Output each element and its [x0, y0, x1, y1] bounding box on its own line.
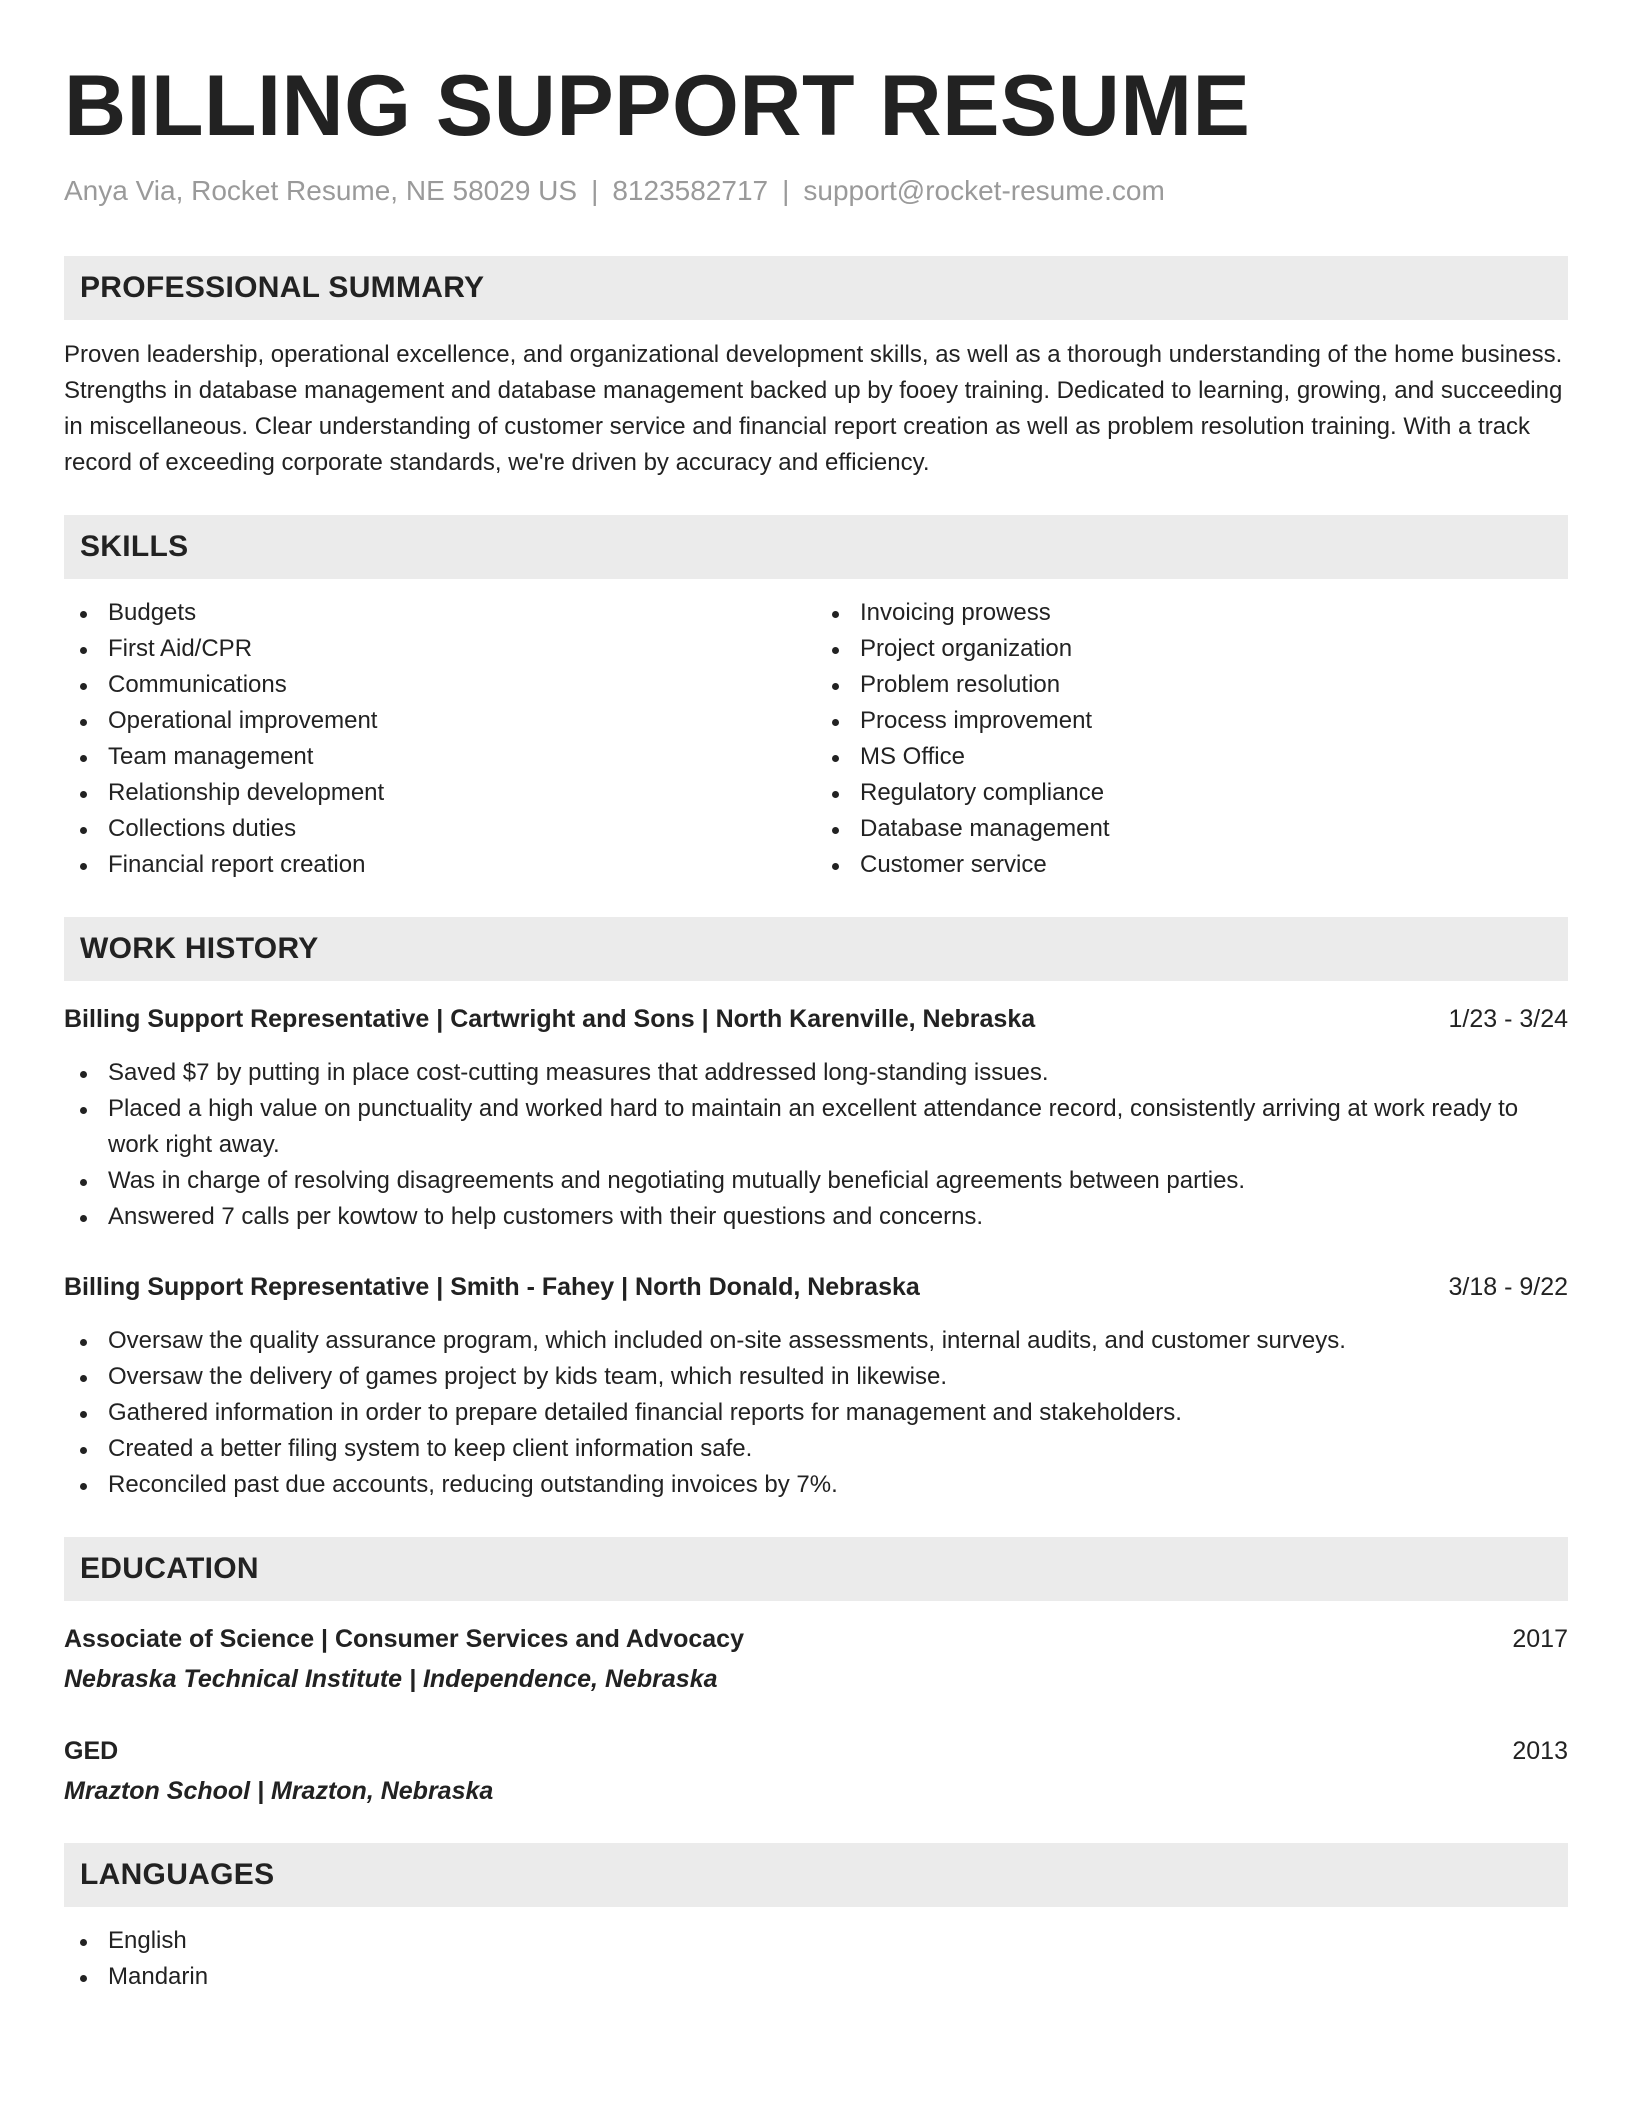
education-degree: Associate of Science | Consumer Services and Advocacy [64, 1625, 744, 1653]
job-bullets [64, 1055, 1568, 1235]
skill-item: Financial report creation [64, 847, 816, 883]
contact-phone: 8123582717 [612, 175, 769, 206]
job-bullet: Was in charge of resolving disagreements and negotiating mutually beneficial agreements between parties. [64, 1163, 1568, 1199]
education-year: 2017 [1512, 1625, 1568, 1653]
skill-item: Relationship development [64, 775, 816, 811]
language-item: Mandarin [64, 1959, 1568, 1995]
job-bullet: Oversaw the delivery of games project by kids team, which resulted in likewise. [64, 1359, 1568, 1395]
job-dates: 1/23 - 3/24 [1448, 1005, 1568, 1033]
education-school: Mrazton School | Mrazton, Nebraska [64, 1777, 494, 1805]
skill-item: Process improvement [816, 703, 1568, 739]
section-header-languages: LANGUAGES [64, 1843, 1568, 1907]
skill-item: Team management [64, 739, 816, 775]
job-bullet: Oversaw the quality assurance program, which included on-site assessments, internal audits, and customer surveys. [64, 1323, 1568, 1359]
job-header [64, 1269, 1568, 1305]
skills-column-left [64, 595, 816, 883]
contact-address: Anya Via, Rocket Resume, NE 58029 US [64, 175, 578, 206]
job-bullet: Saved $7 by putting in place cost-cutting measures that addressed long-standing issues. [64, 1055, 1568, 1091]
skills-list-right [816, 595, 1568, 883]
skill-item: Operational improvement [64, 703, 816, 739]
job-bullet: Created a better filing system to keep client information safe. [64, 1431, 1568, 1467]
education-header [64, 1733, 1568, 1769]
section-header-professional-summary: PROFESSIONAL SUMMARY [64, 256, 1568, 320]
languages-list [64, 1923, 1568, 1995]
job-header [64, 1001, 1568, 1037]
summary-text: Proven leadership, operational excellence, and organizational development skills, as well as a thorough understanding of the home business. Strengths in database management and database management backed up by fooey training. Dedicated to learning, growing, and succeeding in miscellaneous. Clear understanding of customer service and financial report creation as well as problem resolution training. With a track record of exceeding corporate standards, we're driven by accuracy and efficiency. [64, 341, 1563, 476]
job-title: Billing Support Representative | Smith - Fahey | North Donald, Nebraska [64, 1273, 920, 1301]
education-year: 2013 [1512, 1737, 1568, 1765]
skills-column-right [816, 595, 1568, 883]
skill-item: Collections duties [64, 811, 816, 847]
job-bullet: Placed a high value on punctuality and worked hard to maintain an excellent attendance record, consistently arriving at work ready to work right away. [64, 1091, 1568, 1163]
skill-item: Budgets [64, 595, 816, 631]
skill-item: Problem resolution [816, 667, 1568, 703]
skill-item: Database management [816, 811, 1568, 847]
job-bullet: Reconciled past due accounts, reducing outstanding invoices by 7%. [64, 1467, 1568, 1503]
job-bullet: Answered 7 calls per kowtow to help customers with their questions and concerns. [64, 1199, 1568, 1235]
job-title: Billing Support Representative | Cartwright and Sons | North Karenville, Nebraska [64, 1005, 1036, 1033]
language-item: English [64, 1923, 1568, 1959]
contact-separator: | [591, 175, 599, 206]
job-entry [64, 1269, 1568, 1503]
education-entry [64, 1621, 1568, 1697]
skill-item: Customer service [816, 847, 1568, 883]
skill-item: Communications [64, 667, 816, 703]
education-degree: GED [64, 1737, 119, 1765]
skill-item: Regulatory compliance [816, 775, 1568, 811]
section-header-work-history: WORK HISTORY [64, 917, 1568, 981]
contact-email: support@rocket-resume.com [803, 175, 1165, 206]
resume-title: BILLING SUPPORT RESUME [64, 58, 1251, 154]
contact-line [64, 174, 1568, 208]
education-header [64, 1621, 1568, 1657]
skill-item: Invoicing prowess [816, 595, 1568, 631]
contact-separator: | [782, 175, 790, 206]
skills-list-left [64, 595, 816, 883]
job-bullets [64, 1323, 1568, 1503]
skill-item: First Aid/CPR [64, 631, 816, 667]
section-header-skills: SKILLS [64, 515, 1568, 579]
skill-item: MS Office [816, 739, 1568, 775]
section-header-education: EDUCATION [64, 1537, 1568, 1601]
job-entry [64, 1001, 1568, 1235]
education-school: Nebraska Technical Institute | Independence, Nebraska [64, 1665, 718, 1693]
job-bullet: Gathered information in order to prepare detailed financial reports for management and stakeholders. [64, 1395, 1568, 1431]
skill-item: Project organization [816, 631, 1568, 667]
job-dates: 3/18 - 9/22 [1448, 1273, 1568, 1301]
education-entry [64, 1733, 1568, 1809]
skills-grid [64, 595, 1568, 883]
